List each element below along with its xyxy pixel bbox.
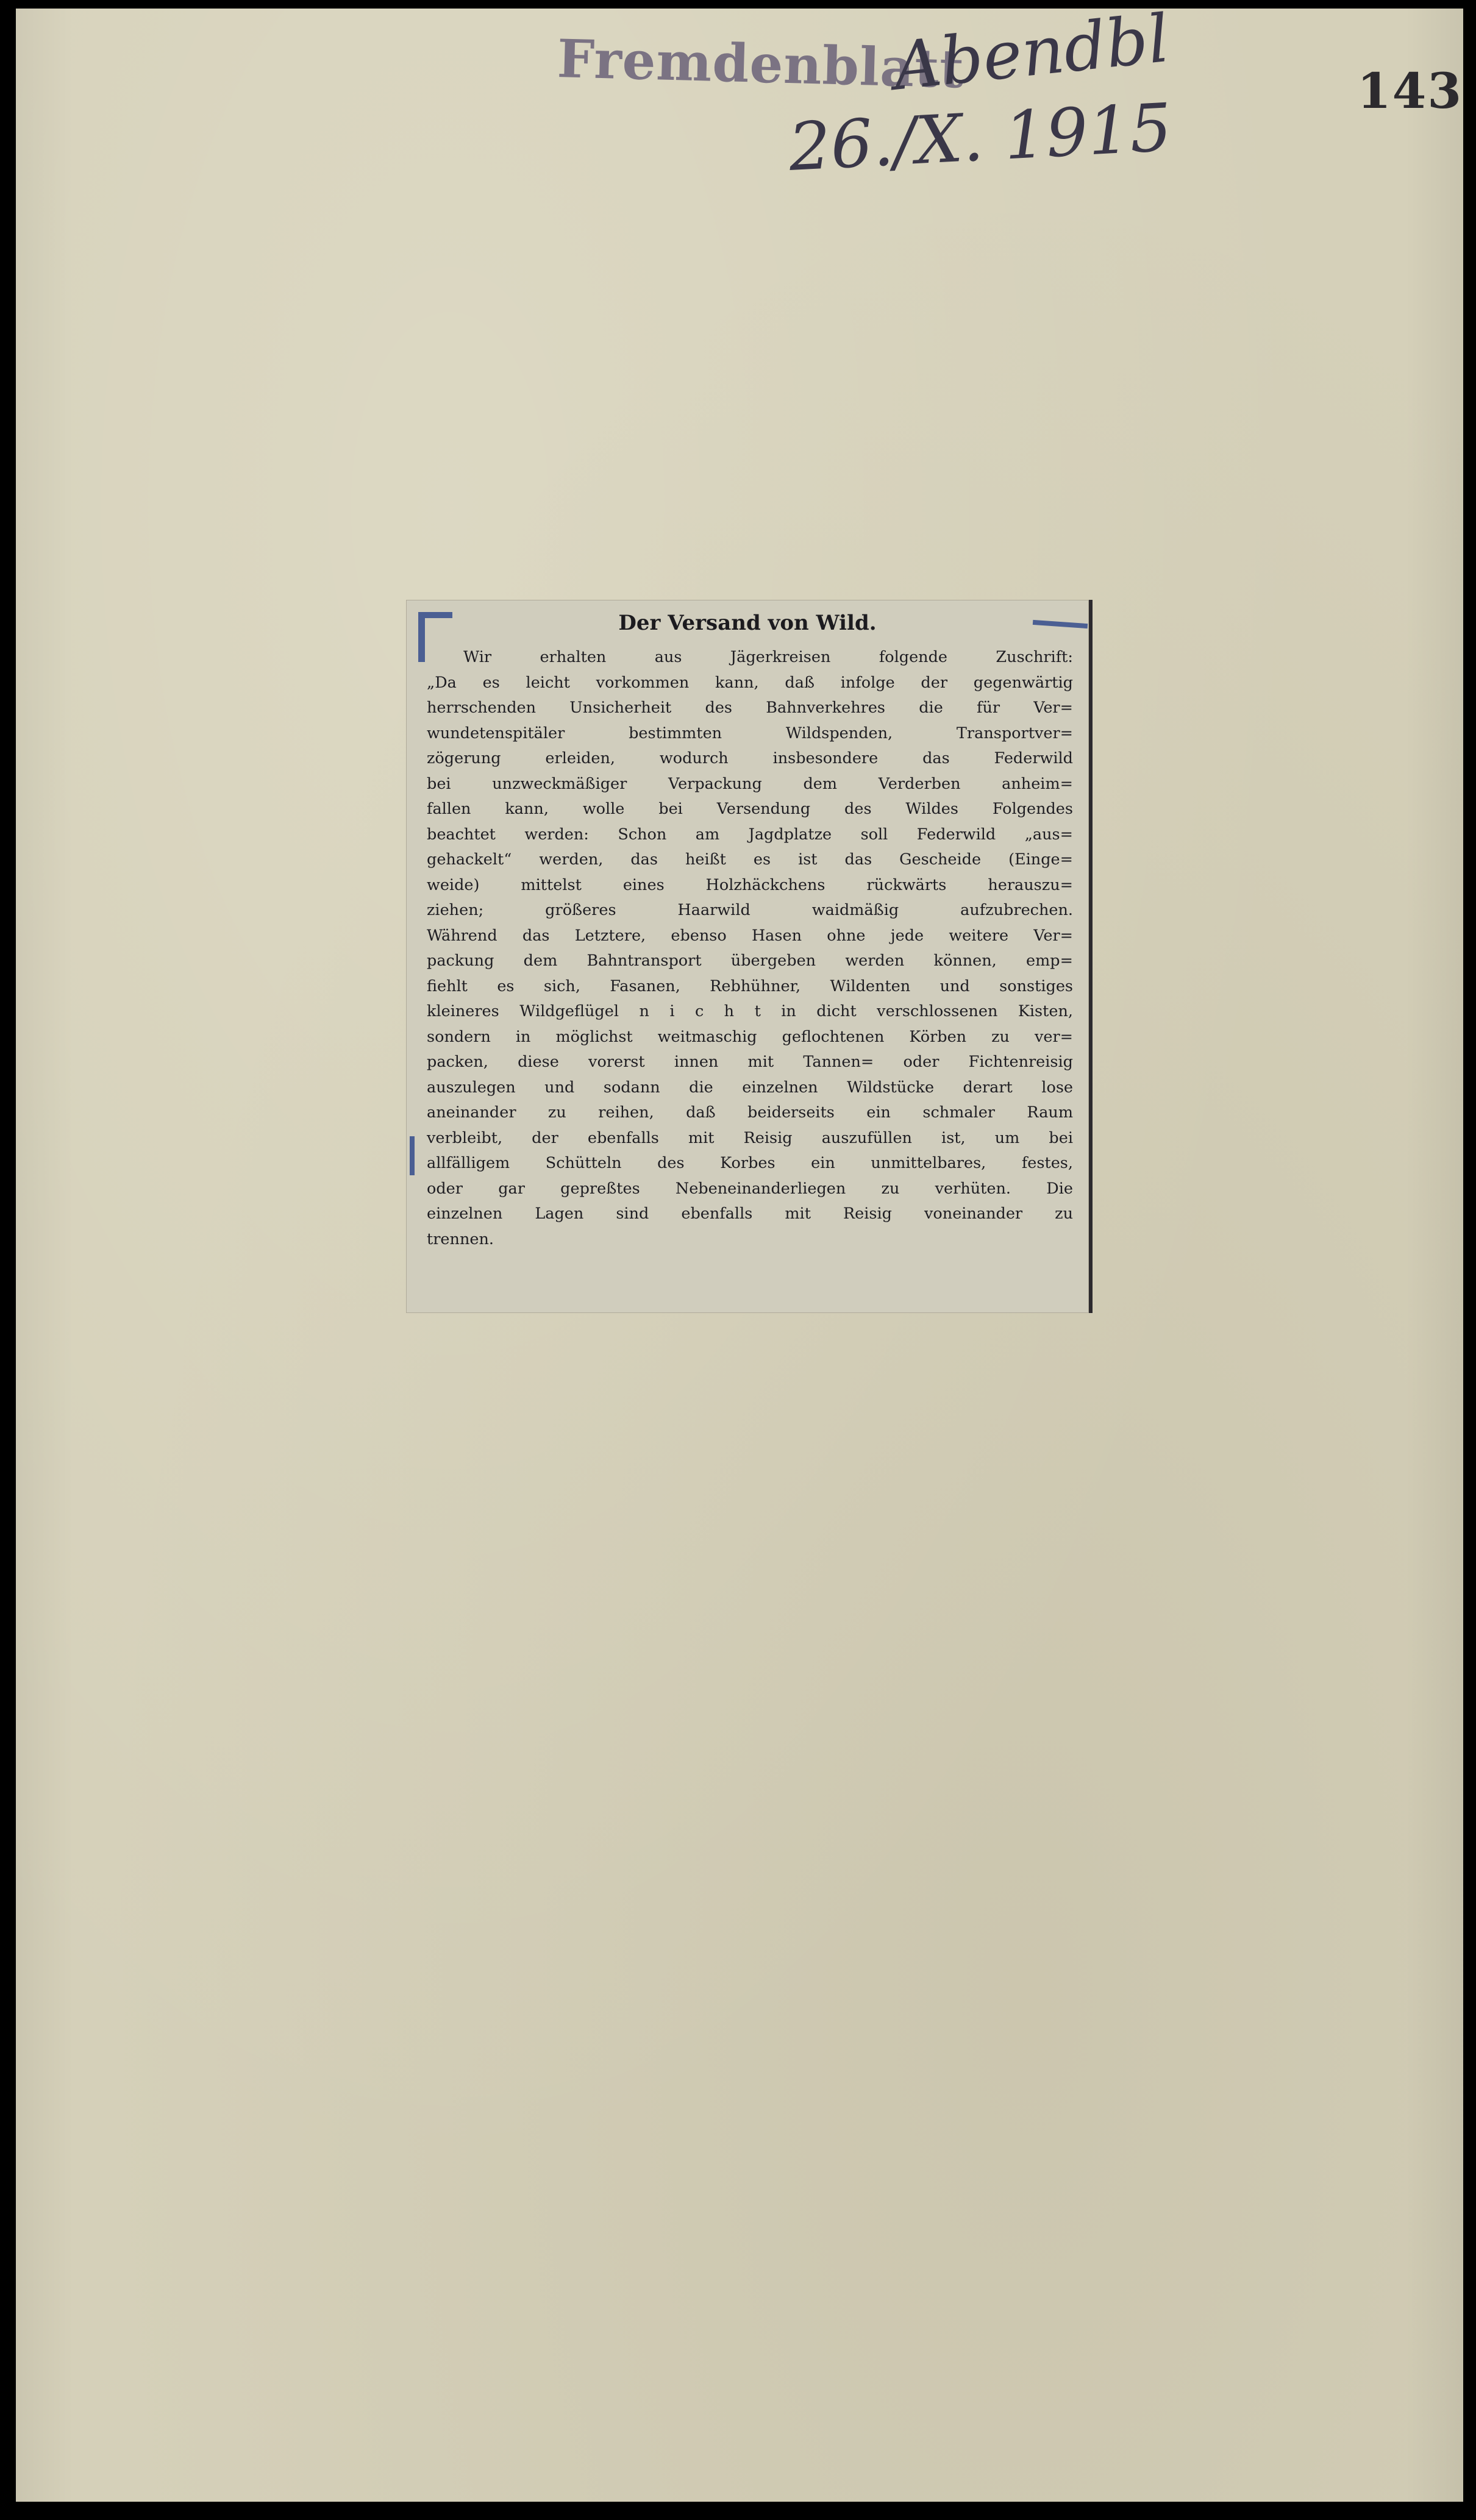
page-number: 143	[1357, 62, 1463, 119]
article-line: fiehlt es sich, Fasanen, Rebhühner, Wildenten und sonstiges	[427, 977, 1073, 995]
article-line: allfälligem Schütteln des Korbes ein unmittelbares, festes,	[427, 1154, 1073, 1172]
article-line: wundetenspitäler bestimmten Wildspenden, Transportver=	[427, 724, 1073, 742]
article-line: einzelnen Lagen sind ebenfalls mit Reisig voneinander zu	[427, 1205, 1073, 1223]
article-line: aneinander zu reihen, daß beiderseits ein schmaler Raum	[427, 1103, 1073, 1122]
article-line: gehackelt“ werden, das heißt es ist das Gescheide (Einge=	[427, 850, 1073, 869]
article-line: Während das Letztere, ebenso Hasen ohne jede weitere Ver=	[427, 926, 1073, 945]
article-line: herrschenden Unsicherheit des Bahnverkehres die für Ver=	[427, 699, 1073, 717]
article-title: Der Versand von Wild.	[618, 611, 877, 635]
newspaper-stamp: Fremdenblatt	[556, 28, 966, 101]
article-line: „Da es leicht vorkommen kann, daß infolge der gegenwärtig	[427, 673, 1073, 692]
article-body	[427, 645, 1073, 1252]
article-line: oder gar gepreßtes Nebeneinanderliegen zu verhüten. Die	[427, 1179, 1073, 1198]
article-line: ziehen; größeres Haarwild waidmäßig aufzubrechen.	[427, 901, 1073, 919]
article-line: bei unzweckmäßiger Verpackung dem Verderben anheim=	[427, 774, 1073, 793]
article-line: Wir erhalten aus Jägerkreisen folgende Zuschrift:	[463, 648, 1073, 666]
archive-sheet	[16, 0, 1463, 2502]
article-line: packen, diese vorerst innen mit Tannen= oder Fichtenreisig	[427, 1053, 1073, 1071]
article-line: zögerung erleiden, wodurch insbesondere das Federwild	[427, 749, 1073, 767]
handwritten-date: 26./X. 1915	[786, 90, 1174, 186]
article-line: weide) mittelst eines Holzhäckchens rückwärts herauszu=	[427, 875, 1073, 894]
article-line: fallen kann, wolle bei Versendung des Wildes Folgendes	[427, 800, 1073, 818]
blue-pencil-margin-mark	[410, 1136, 415, 1175]
article-line: packung dem Bahntransport übergeben werden können, emp=	[427, 952, 1073, 970]
article-line: kleineres Wildgeflügel n i c h t in dicht verschlossenen Kisten,	[427, 1002, 1073, 1020]
article-line: sondern in möglichst weitmaschig geflochtenen Körben zu ver=	[427, 1027, 1073, 1046]
article-line: beachtet werden: Schon am Jagdplatze soll Federwild „aus=	[427, 825, 1073, 844]
handwritten-edition: Abendbl	[890, 0, 1173, 105]
article-line: auszulegen und sodann die einzelnen Wildstücke derart lose	[427, 1078, 1073, 1097]
newspaper-clipping	[406, 600, 1093, 1313]
article-line: verbleibt, der ebenfalls mit Reisig auszufüllen ist, um bei	[427, 1128, 1073, 1147]
article-line: trennen.	[427, 1230, 494, 1248]
